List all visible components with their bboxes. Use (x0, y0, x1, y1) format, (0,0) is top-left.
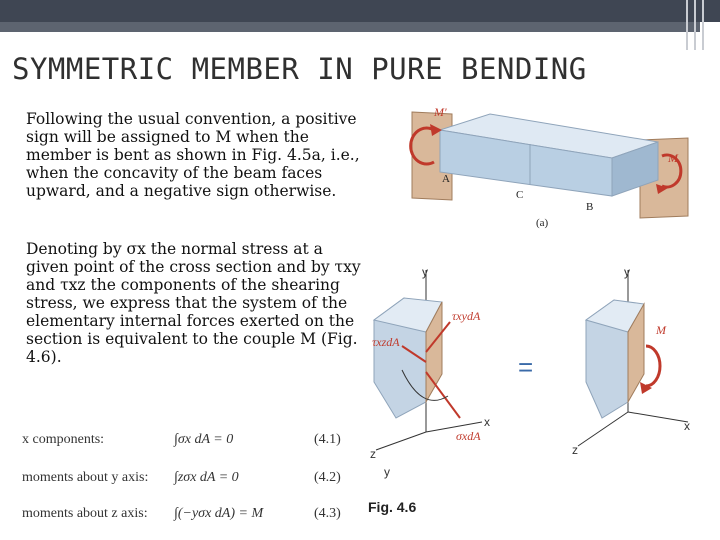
equation-expression: ∫(−yσx dA) = M (174, 506, 264, 521)
figure-4-6 (362, 262, 702, 524)
label-c: C (516, 189, 524, 201)
label-b: B (586, 201, 594, 213)
left-axis-y-lower: y (384, 465, 390, 479)
top-bar (0, 0, 720, 22)
paragraph-stress-components: Denoting by σx the normal stress at a given point of the cross section and by τxy and τxz the components of the shearing stress, we express that the system of the elementary internal forces exerted on the section is equivalent to the couple M (Fig. 4.6). (26, 240, 361, 366)
left-axis-y: y (422, 265, 428, 279)
label-tau-xz: τxzdA (372, 335, 400, 349)
right-axis-x: x (684, 419, 690, 433)
left-axis-x: x (484, 415, 490, 429)
equation-label: moments about y axis: (22, 470, 149, 485)
label-m: M (668, 151, 678, 165)
figure-caption-4-6: Fig. 4.6 (368, 499, 417, 515)
label-m-prime: M' (434, 105, 447, 119)
equals-sign: = (518, 352, 534, 382)
equation-number: (4.3) (314, 506, 341, 521)
couple-moment-arrow (646, 346, 660, 386)
paragraph-sign-convention: Following the usual convention, a positive sign will be assigned to M when the member is bent as shown in Fig. 4.5a, i.e., when the concavity of the beam faces upward, and a negative sign otherwise. (26, 110, 360, 200)
equation-expression: ∫zσx dA = 0 (174, 470, 239, 485)
right-axis-z: z (572, 443, 578, 457)
left-axis-z: z (370, 447, 376, 461)
slide-title: SYMMETRIC MEMBER IN PURE BENDING (12, 52, 587, 86)
label-couple-m: M (656, 323, 666, 337)
equation-row (22, 432, 352, 454)
equation-row (22, 470, 352, 492)
equation-number: (4.2) (314, 470, 341, 485)
label-tau-xy: τxydA (452, 309, 481, 323)
label-sigma-x: σxdA (456, 429, 481, 443)
equation-row (22, 506, 352, 528)
figure-4-5a (400, 100, 700, 230)
equation-label: moments about z axis: (22, 506, 148, 521)
corner-decoration (680, 0, 720, 50)
label-a: A (442, 173, 450, 185)
top-stripe (0, 22, 700, 32)
equation-number: (4.1) (314, 432, 341, 447)
figure-caption-a: (a) (536, 217, 549, 229)
equation-label: x components: (22, 432, 105, 447)
right-axis-y: y (624, 265, 630, 279)
equation-expression: ∫σx dA = 0 (174, 432, 234, 447)
